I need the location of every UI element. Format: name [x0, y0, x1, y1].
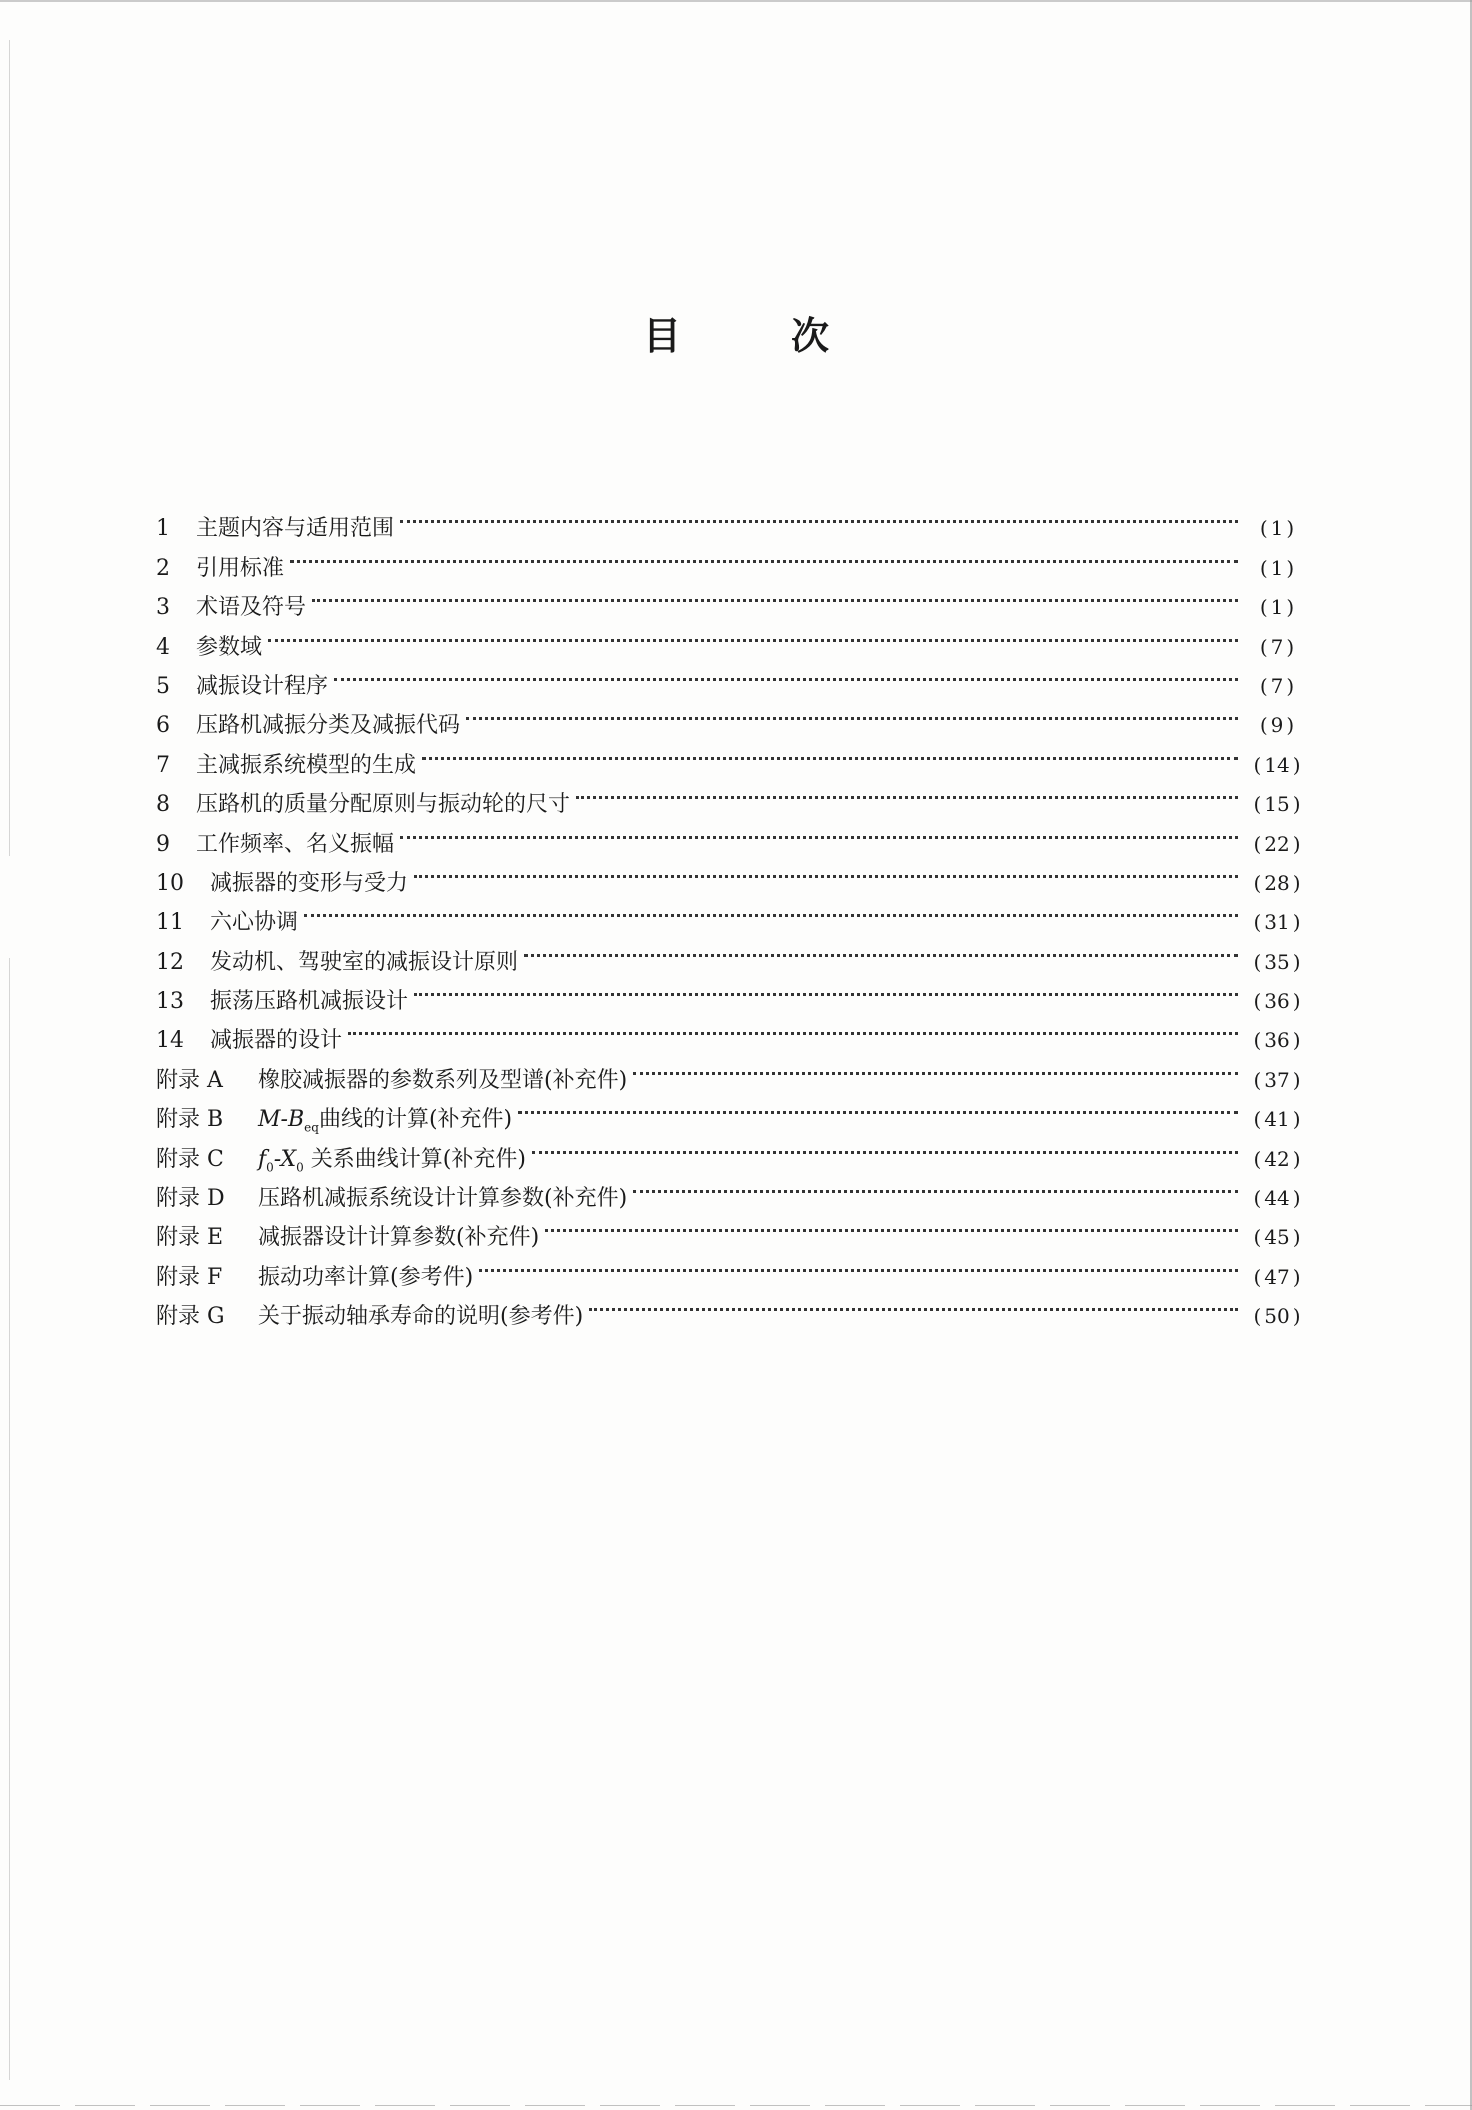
toc-label: 六心协调: [210, 910, 299, 936]
toc-page-number: ( 36 ): [1253, 1028, 1301, 1053]
toc-page-number: ( 44 ): [1253, 1186, 1301, 1211]
toc-number: 4: [156, 634, 170, 660]
toc-label: 压路机的质量分配原则与振动轮的尺寸: [196, 792, 571, 818]
toc-entry-5[interactable]: [156, 654, 1312, 699]
dot-leader: [414, 851, 1242, 890]
dot-leader: [414, 969, 1242, 1008]
dot-leader: [304, 890, 1242, 929]
toc-number: 附录 G: [156, 1304, 225, 1330]
toc-label: 压路机减振分类及减振代码: [196, 713, 461, 739]
toc-number: 附录 E: [156, 1225, 224, 1251]
dot-leader: [466, 693, 1242, 732]
toc-page-number: ( 7 ): [1259, 634, 1295, 659]
toc-page-number: ( 15 ): [1253, 792, 1301, 817]
toc-number: 11: [156, 910, 184, 936]
toc-number: 7: [156, 752, 170, 778]
dot-leader: [400, 811, 1242, 850]
toc-page-number: ( 42 ): [1253, 1146, 1301, 1171]
toc-label: 减振器设计计算参数(补充件): [258, 1225, 540, 1251]
toc-label: 减振设计程序: [196, 673, 329, 699]
dot-leader: [400, 496, 1242, 535]
toc-page-number: ( 1 ): [1259, 555, 1295, 580]
scan-edge-top: [0, 0, 1472, 2]
toc-number: 附录 D: [156, 1186, 225, 1212]
dot-leader: [422, 732, 1242, 771]
toc-page-number: ( 45 ): [1253, 1225, 1301, 1250]
toc-number: 附录 F: [156, 1264, 223, 1290]
toc-label: 减振器的变形与受力: [210, 870, 409, 896]
toc-label: 振荡压路机减振设计: [210, 989, 409, 1015]
toc-page-number: ( 41 ): [1253, 1107, 1301, 1132]
toc-label: 关于振动轴承寿命的说明(参考件): [258, 1304, 584, 1330]
dot-leader: [290, 535, 1242, 574]
toc-entry-4[interactable]: [156, 614, 1312, 660]
toc-page-number: ( 50 ): [1253, 1304, 1301, 1329]
toc-page-number: ( 47 ): [1253, 1264, 1301, 1289]
toc-number: 附录 C: [156, 1146, 224, 1172]
toc-label: 振动功率计算(参考件): [258, 1264, 474, 1290]
toc-label: 主题内容与适用范围: [196, 516, 395, 542]
dot-leader: [518, 1087, 1242, 1126]
dot-leader: [532, 1126, 1242, 1165]
toc-entry-12[interactable]: [156, 929, 1312, 975]
toc-page-number: ( 37 ): [1253, 1067, 1301, 1092]
toc-number: 3: [156, 595, 170, 621]
toc-number: 13: [156, 989, 184, 1015]
toc-number: 14: [156, 1028, 184, 1054]
toc-number: 2: [156, 555, 170, 581]
toc-number: 8: [156, 792, 170, 818]
toc-number: 5: [156, 673, 170, 699]
toc-page-number: ( 22 ): [1253, 831, 1301, 856]
toc-label: 发动机、驾驶室的减振设计原则: [210, 949, 519, 975]
toc-page-number: ( 1 ): [1259, 595, 1295, 620]
toc-label: 术语及符号: [196, 595, 307, 621]
title-char-left: 目: [642, 314, 681, 358]
toc-page-number: ( 35 ): [1253, 949, 1301, 974]
toc-label: 引用标准: [196, 555, 285, 581]
toc-page-number: ( 36 ): [1253, 989, 1301, 1014]
dot-leader: [589, 1284, 1242, 1323]
dot-leader: [524, 929, 1242, 968]
dot-leader: [348, 1008, 1242, 1047]
dot-leader: [334, 654, 1242, 693]
dot-leader: [633, 1166, 1242, 1205]
toc-number: 1: [156, 516, 170, 542]
dot-leader: [633, 1047, 1242, 1086]
dot-leader: [576, 772, 1242, 811]
toc-label: 工作频率、名义振幅: [196, 831, 395, 857]
toc-number: 附录 B: [156, 1107, 224, 1133]
toc-label: $f_0-X_0$ 关系曲线计算(补充件): [258, 1146, 526, 1175]
toc-label: 减振器的设计: [210, 1028, 343, 1054]
toc-page-number: ( 28 ): [1253, 870, 1301, 895]
toc-label: $M-B_{eq}$曲线的计算(补充件): [258, 1107, 513, 1135]
toc-number: 12: [156, 949, 184, 975]
toc-number: 附录 A: [156, 1067, 223, 1093]
toc-number: 9: [156, 831, 170, 857]
toc-page-number: ( 7 ): [1259, 673, 1295, 698]
toc-entry-11[interactable]: [156, 890, 1312, 936]
dot-leader: [268, 614, 1242, 653]
scan-edge-bottom: [0, 2105, 1472, 2106]
toc-number: 6: [156, 713, 170, 739]
dot-leader: [479, 1244, 1242, 1283]
toc-label: 橡胶减振器的参数系列及型谱(补充件): [258, 1067, 628, 1093]
table-of-contents: [156, 496, 1312, 1330]
toc-page-number: ( 14 ): [1253, 752, 1301, 777]
toc-number: 10: [156, 870, 184, 896]
toc-label: 主减振系统模型的生成: [196, 752, 417, 778]
toc-entry-1[interactable]: [156, 496, 1312, 542]
toc-page-number: ( 31 ): [1253, 910, 1301, 935]
dot-leader: [545, 1205, 1242, 1244]
title-char-right: 次: [791, 314, 830, 358]
toc-entry-3[interactable]: [156, 575, 1312, 621]
toc-page-number: ( 9 ): [1259, 713, 1295, 738]
toc-page-number: ( 1 ): [1259, 516, 1295, 541]
toc-label: 压路机减振系统设计计算参数(补充件): [258, 1186, 628, 1212]
dot-leader: [312, 575, 1242, 614]
page-title: [0, 312, 1472, 360]
toc-label: 参数域: [196, 634, 263, 660]
toc-entry-2[interactable]: [156, 535, 1312, 581]
